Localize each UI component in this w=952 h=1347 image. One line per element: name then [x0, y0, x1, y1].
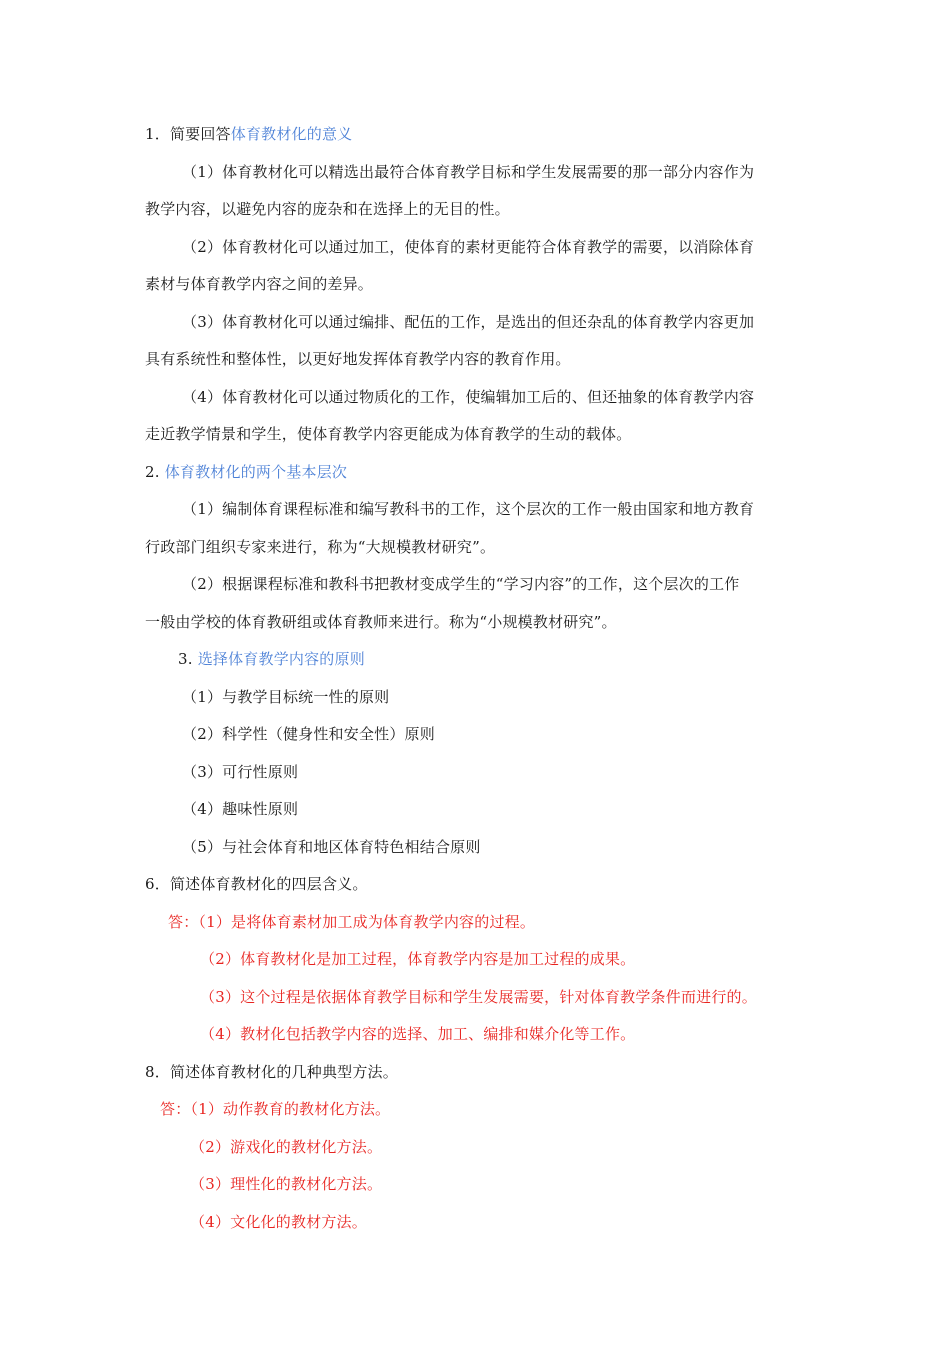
- q8-answer: 答：（1）动作教育的教材化方法。: [160, 1100, 391, 1118]
- q6-answer: （2）体育教材化是加工过程，体育教学内容是加工过程的成果。: [200, 950, 636, 968]
- q6-answer: 答：（1）是将体育素材加工成为体育教学内容的过程。: [168, 913, 536, 931]
- q2-p2-line2: 一般由学校的体育教研组或体育教师来进行。称为“小规模教材研究”。: [145, 613, 617, 631]
- q1-p4-line1: （4）体育教材化可以通过物质化的工作，使编辑加工后的、但还抽象的体育教学内容: [182, 388, 755, 406]
- q6-answer: （4）教材化包括教学内容的选择、加工、编排和媒介化等工作。: [200, 1025, 636, 1043]
- q1-p1-line2: 教学内容，以避免内容的庞杂和在选择上的无目的性。: [145, 200, 510, 218]
- q2-p1-line1: （1）编制体育课程标准和编写教科书的工作，这个层次的工作一般由国家和地方教育: [182, 500, 755, 518]
- q3-item: （5）与社会体育和地区体育特色相结合原则: [182, 838, 481, 856]
- q2-p2-line1: （2）根据课程标准和教科书把教材变成学生的“学习内容”的工作，这个层次的工作: [182, 575, 740, 593]
- q1-heading: [145, 124, 352, 144]
- q3-number: 3.: [178, 650, 193, 668]
- q8-answer: （4）文化化的教材方法。: [190, 1213, 367, 1231]
- q8-question: 8．简述体育教材化的几种典型方法。: [145, 1063, 398, 1081]
- q1-number: 1．简要回答: [145, 125, 231, 143]
- q3-heading: [178, 649, 365, 669]
- q1-p4-line2: 走近教学情景和学生，使体育教学内容更能成为体育教学的生动的载体。: [145, 425, 632, 443]
- q3-item: （3）可行性原则: [182, 763, 299, 781]
- q3-title: 选择体育教学内容的原则: [197, 650, 365, 668]
- q3-item: （1）与教学目标统一性的原则: [182, 688, 390, 706]
- q2-title: 体育教材化的两个基本层次: [164, 463, 348, 481]
- q1-p3-line1: （3）体育教材化可以通过编排、配伍的工作，是选出的但还杂乱的体育教学内容更加: [182, 313, 755, 331]
- q1-p1-line1: （1）体育教材化可以精选出最符合体育教学目标和学生发展需要的那一部分内容作为: [182, 163, 755, 181]
- q2-p1-line2: 行政部门组织专家来进行，称为“大规模教材研究”。: [145, 538, 496, 556]
- q1-p2-line1: （2）体育教材化可以通过加工，使体育的素材更能符合体育教学的需要，以消除体育: [182, 238, 755, 256]
- q2-heading: [145, 462, 347, 482]
- q1-title: 体育教材化的意义: [230, 125, 353, 143]
- q1-p3-line2: 具有系统性和整体性，以更好地发挥体育教学内容的教育作用。: [145, 350, 571, 368]
- q1-p2-line2: 素材与体育教学内容之间的差异。: [145, 275, 374, 293]
- q6-answer: （3）这个过程是依据体育教学目标和学生发展需要，针对体育教学条件而进行的。: [200, 988, 757, 1006]
- q8-answer: （2）游戏化的教材化方法。: [190, 1138, 383, 1156]
- q2-number: 2.: [145, 463, 160, 481]
- q3-item: （4）趣味性原则: [182, 800, 299, 818]
- q6-question: 6．简述体育教材化的四层含义。: [145, 875, 368, 893]
- q3-item: （2）科学性（健身性和安全性）原则: [182, 725, 435, 743]
- q8-answer: （3）理性化的教材化方法。: [190, 1175, 383, 1193]
